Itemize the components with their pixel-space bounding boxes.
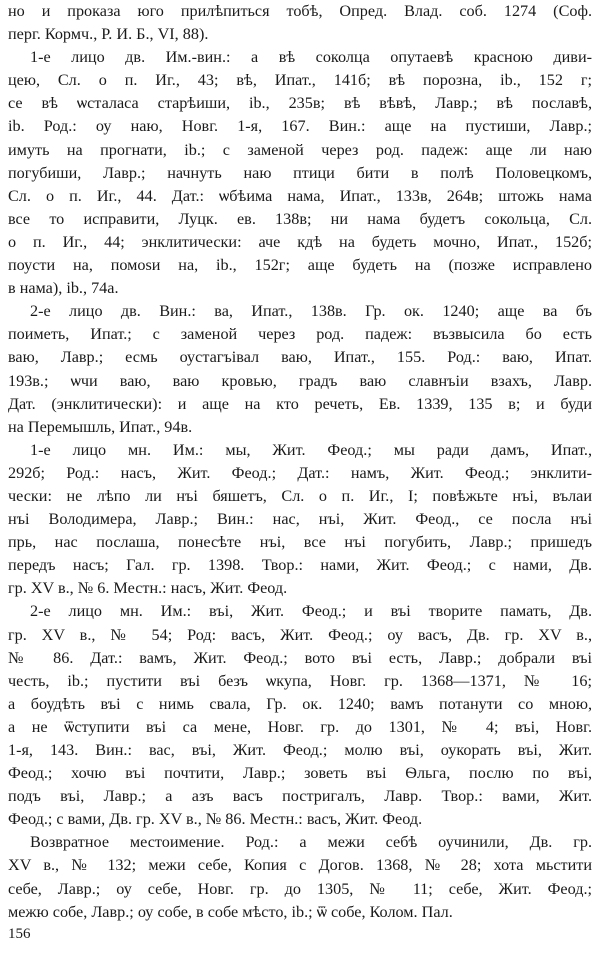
text-line: перг. Кормч., Р. И. Б., VI, 88). bbox=[8, 25, 209, 44]
text-line: все то исправити, Луцк. ев. 138в; ни нама будетъ сокольца, Сл. bbox=[8, 209, 592, 228]
text-line: се вѣ ѡсталаса старѣиши, ib., 235в; вѣ вѣвѣ, Лавр.; вѣ пославѣ, bbox=[8, 94, 592, 113]
text-line: 193в.; ѡчи ваю, ваю кровью, градъ ваю славнъіи взахъ, Лавр. bbox=[8, 371, 592, 390]
text-line: нъі Володимера, Лавр.; Вин.: нас, нъі, Жит. Феод., се посла нъі bbox=[8, 510, 592, 529]
text-line: межю собе, Лавр.; оу собе, в собе мѣсто, ib.; ѿ собе, Колом. Пал. bbox=[8, 902, 453, 921]
text-line: но и проказа юго прилѣпиться тобѣ, Опред. Влад. соб. 1274 (Соф. bbox=[8, 2, 592, 20]
text-line: 2-е лицо мн. Им.: въі, Жит. Феод.; и въі творите памать, Дв. bbox=[30, 602, 592, 621]
text-line: 1-я, 143. Вин.: вас, въі, Жит. Феод.; молю въі, оукорать въі, Жит. bbox=[8, 741, 592, 759]
text-line: № 86. Дат.: вамъ, Жит. Феод.; вото въі есть, Лавр.; добрали въі bbox=[8, 648, 592, 667]
text-line: себе, Лавр.; оу себе, Новг. гр. до 1305, № 11; себе, Жит. Феод.; bbox=[8, 879, 592, 898]
text-line: 1-е лицо дв. Им.-вин.: а вѣ соколца опутаевѣ красною диви- bbox=[30, 48, 592, 67]
body-text bbox=[8, 0, 592, 924]
text-line: Дат. (энклитически): и аще на кто речеть, Ев. 1339, 135 в; и буди bbox=[8, 394, 592, 413]
paragraph-plural-second-person bbox=[8, 600, 592, 831]
text-line: Феод.; с вами, Дв. гр. XV в., № 86. Местн.: васъ, Жит. Феод. bbox=[8, 810, 423, 829]
text-line: поусти на, помоѕи на, ib., 152г; аще будеть на (позже исправлено bbox=[8, 256, 592, 275]
paragraph-reflexive-pronoun bbox=[8, 831, 592, 923]
text-line: в нама), ib., 74а. bbox=[8, 279, 119, 298]
paragraph-dual-first-person bbox=[8, 46, 592, 300]
text-line: 2-е лицо дв. Вин.: ва, Ипат., 138в. Гр. ок. 1240; аще ва бъ bbox=[30, 302, 592, 321]
text-line: чески: не лѣпо ли нъі бяшетъ, Сл. о п. Иг., I; повѣжьте нъі, вълаи bbox=[8, 486, 592, 505]
page-number: 156 bbox=[8, 926, 31, 942]
text-line: гр. XV в., № 6. Местн.: насъ, Жит. Феод. bbox=[8, 579, 288, 598]
text-line: 292б; Род.: насъ, Жит. Феод.; Дат.: намъ, Жит. Феод.; энклити- bbox=[8, 463, 592, 482]
text-line: имуть на прогнати, ib.; с заменой через род. падеж: аще ли наю bbox=[8, 140, 592, 159]
text-line: передъ насъ; Гал. гр. 1398. Твор.: нами, Жит. Феод.; с нами, Дв. bbox=[8, 556, 592, 575]
text-line: погубиши, Лавр.; начнуть наю птици бити в полѣ Половецкомъ, bbox=[8, 163, 592, 182]
text-line: Сл. о п. Иг., 44. Дат.: ѡбѣима нама, Ипат., 133в, 264в; штожь нама bbox=[8, 186, 592, 205]
text-line: поиметь, Ипат.; с заменой через род. падеж: възвысила бо есть bbox=[8, 325, 592, 344]
text-line: а боудѣть въі с нимь свала, Гр. ок. 1240; вамъ потанути со мною, bbox=[8, 694, 592, 713]
text-line: на Перемышль, Ипат., 94в. bbox=[8, 417, 193, 436]
text-line: гр. XV в., № 54; Род: васъ, Жит. Феод.; оу васъ, Дв. гр. XV в., bbox=[8, 625, 592, 644]
text-line: Феод.; хочю въі почтити, Лавр.; зоветь въі Ѳльга, послю по въі, bbox=[8, 764, 592, 783]
paragraph-continuation bbox=[8, 0, 592, 46]
text-line: Возвратное местоимение. Род.: а межи себѣ оучинили, Дв. гр. bbox=[30, 833, 592, 852]
text-line: а не ѿступити въі са мене, Новг. гр. до 1301, № 4; въі, Новг. bbox=[8, 717, 592, 736]
text-line: прь, нас послаша, понесѣте нъі, все нъі погубить, Лавр.; пришедъ bbox=[8, 533, 592, 552]
text-line: цею, Сл. о п. Иг., 43; вѣ, Ипат., 141б; вѣ порозна, ib., 152 г; bbox=[8, 71, 592, 90]
paragraph-plural-first-person bbox=[8, 439, 592, 601]
text-line: XV в., № 132; межи себе, Копия с Догов. 1368, № 28; хота мьстити bbox=[8, 856, 592, 875]
paragraph-dual-second-person bbox=[8, 300, 592, 439]
text-line: честь, ib.; пустити въі безъ ѡкупа, Новг. гр. 1368—1371, № 16; bbox=[8, 671, 592, 690]
text-line: ib. Род.: оу наю, Новг. 1-я, 167. Вин.: аще на пустиши, Лавр.; bbox=[8, 117, 592, 136]
text-line: 1-е лицо мн. Им.: мы, Жит. Феод.; мы ради дамъ, Ипат., bbox=[30, 440, 592, 459]
text-line: ваю, Лавр.; есмь оустагъівал ваю, Ипат., 155. Род.: ваю, Ипат. bbox=[8, 348, 592, 367]
text-line: подъ въі, Лавр.; а азъ васъ постригалъ, Лавр. Твор.: вами, Жит. bbox=[8, 787, 592, 806]
text-line: о п. Иг., 44; энклитически: аче кдѣ на будеть мочно, Ипат., 152б; bbox=[8, 232, 592, 251]
